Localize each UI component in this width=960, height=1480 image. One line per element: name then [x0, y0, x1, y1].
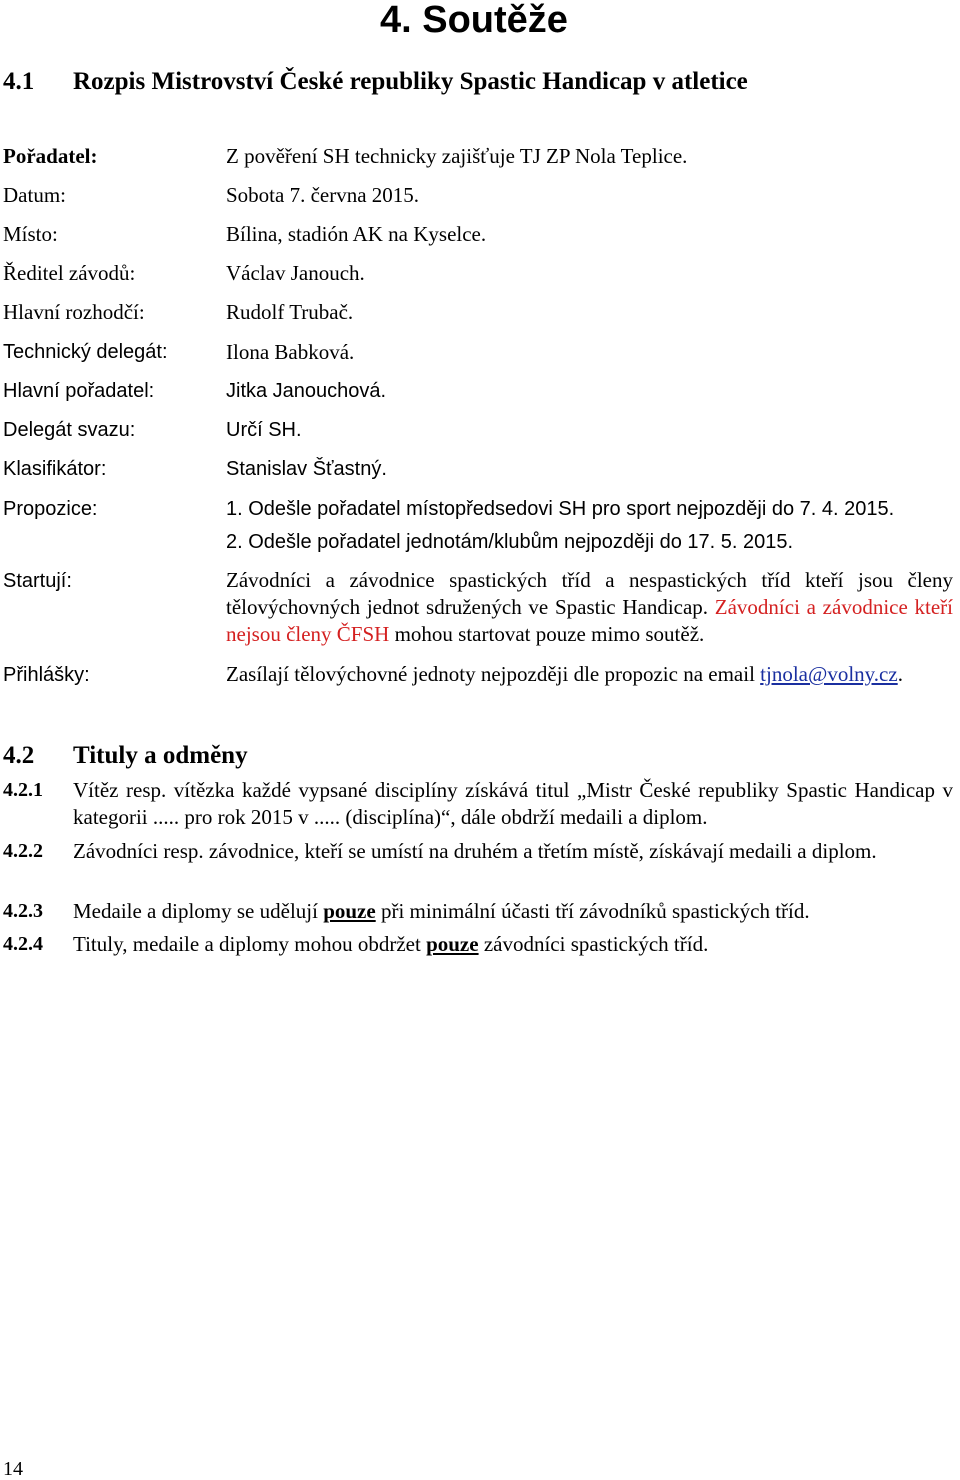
value-reditel: Václav Janouch. [226, 261, 365, 285]
label-prihlasky: Přihlášky: [3, 664, 90, 686]
item-text [73, 931, 953, 958]
startuji-text-main: Závodníci a závodnice spastických tříd a nespastických tříd kteří jsou členy tělovýchovných jednot sdružených ve Spastic Handicap. [226, 568, 953, 619]
label-klasifikator: Klasifikátor: [3, 458, 107, 480]
item-emphasis: pouze [323, 899, 376, 923]
item-text [73, 898, 953, 925]
prihlasky-text-end: . [897, 662, 903, 686]
item-text-post: závodníci spastických tříd. [483, 932, 709, 956]
value-poradatel: Z pověření SH technicky zajišťuje TJ ZP Nola Teplice. [226, 144, 688, 168]
page-number: 14 [3, 1458, 23, 1480]
item-emphasis: pouze [426, 932, 479, 956]
prihlasky-text [226, 661, 953, 688]
item-number: 4.2.3 [3, 900, 43, 922]
value-klasifikator: Stanislav Šťastný. [226, 458, 387, 480]
chapter-title: 4. Soutěže [380, 0, 568, 41]
label-hlavni-poradatel: Hlavní pořadatel: [3, 380, 155, 402]
startuji-text [226, 567, 953, 648]
value-misto: Bílina, stadión AK na Kyselce. [226, 222, 487, 246]
label-reditel: Ředitel závodů: [3, 261, 136, 285]
propozice-line-1: 1. Odešle pořadatel místopředsedovi SH pro sport nejpozději do 7. 4. 2015. [226, 498, 895, 520]
subsection-title: Tituly a odměny [73, 742, 248, 769]
value-delegat: Ilona Babková. [226, 340, 355, 364]
label-rozhodci: Hlavní rozhodčí: [3, 300, 145, 324]
label-propozice: Propozice: [3, 498, 98, 520]
startuji-text-red: Závodníci a závodnice kteří nejsou členy ČFSH [226, 595, 954, 646]
startuji-text-tail: mohou startovat pouze mimo soutěž. [394, 622, 705, 646]
label-delegat: Technický delegát: [3, 341, 168, 363]
label-delegat-svazu: Delegát svazu: [3, 419, 136, 441]
item-number: 4.2.2 [3, 840, 43, 862]
value-hlavni-poradatel: Jitka Janouchová. [226, 380, 387, 402]
email-link[interactable]: tjnola@volny.cz [760, 662, 898, 686]
subsection-number: 4.2 [3, 742, 35, 769]
value-rozhodci: Rudolf Trubač. [226, 300, 354, 324]
section-number: 4.1 [3, 68, 35, 95]
item-text: Vítěz resp. vítězka každé vypsané disciplíny získává titul „Mistr České republiky Spastic Handicap v kategorii ..... pro rok 2015 v ..... (disciplína)“, dále obdrží medaili a diplom. [73, 778, 953, 829]
label-startuji: Startují: [3, 570, 72, 592]
item-text: Závodníci resp. závodnice, kteří se umístí na druhém a třetím místě, získávají medaili a diplom. [73, 839, 877, 863]
label-datum: Datum: [3, 183, 66, 207]
label-misto: Místo: [3, 222, 58, 246]
prihlasky-text-main: Zasílají tělovýchovné jednoty nejpozději dle propozic na email [226, 662, 755, 686]
item-text-post: při minimální účasti tří závodníků spastických tříd. [380, 899, 810, 923]
value-delegat-svazu: Určí SH. [226, 419, 302, 441]
item-text-pre: Tituly, medaile a diplomy mohou obdržet [73, 932, 421, 956]
section-title: Rozpis Mistrovství České republiky Spastic Handicap v atletice [73, 68, 748, 95]
item-text-pre: Medaile a diplomy se udělují [73, 899, 318, 923]
item-number: 4.2.4 [3, 933, 43, 955]
label-poradatel: Pořadatel: [3, 144, 98, 168]
value-datum: Sobota 7. června 2015. [226, 183, 420, 207]
item-number: 4.2.1 [3, 779, 43, 801]
propozice-line-2: 2. Odešle pořadatel jednotám/klubům nejpozději do 17. 5. 2015. [226, 531, 794, 553]
